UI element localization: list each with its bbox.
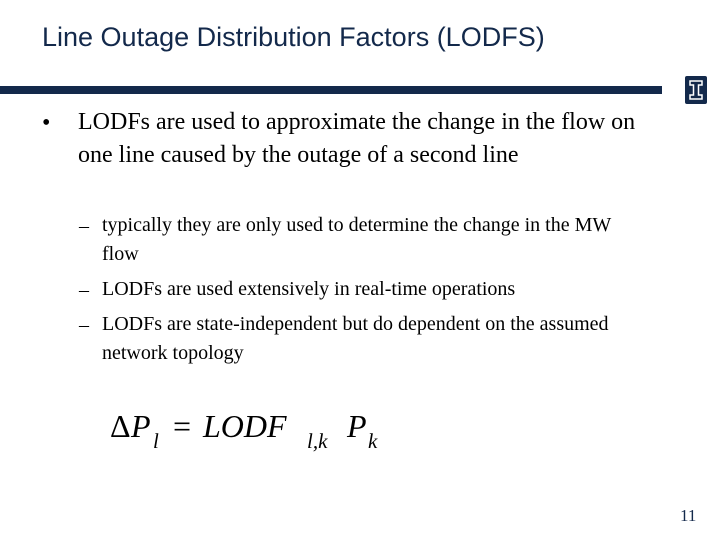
lodf-equation (110, 402, 400, 462)
slide-title: Line Outage Distribution Factors (LODFS) (42, 22, 545, 52)
bullet-text: LODFs are used to approximate the change in the flow on one line caused by the outage of a second line (78, 109, 636, 168)
equation-delta: Δ (110, 408, 131, 444)
equation-rhs-subscript: k (368, 429, 378, 453)
sub-bullet-text: LODFs are state-independent but do dependent on the assumed network topology (102, 313, 609, 364)
sub-bullet-marker: – (79, 314, 89, 336)
sub-bullet-text: LODFs are used extensively in real-time operations (102, 278, 516, 300)
title-rule (0, 86, 662, 94)
sub-bullet-marker: – (79, 279, 89, 301)
equation-equals: = (173, 408, 192, 444)
illinois-block-i-icon (685, 76, 707, 104)
page-number: 11 (680, 506, 697, 525)
sub-bullet-marker: – (79, 215, 89, 237)
equation-factor: LODF (203, 408, 287, 444)
equation-factor-subscript: l,k (307, 429, 328, 453)
bullet-marker: • (42, 110, 51, 136)
equation-lhs-var: P (131, 408, 151, 444)
sub-bullet-text: typically they are only used to determine the change in the MW flow (102, 214, 611, 265)
equation-lhs-subscript: l (153, 429, 159, 453)
equation-rhs-var: P (347, 408, 367, 444)
